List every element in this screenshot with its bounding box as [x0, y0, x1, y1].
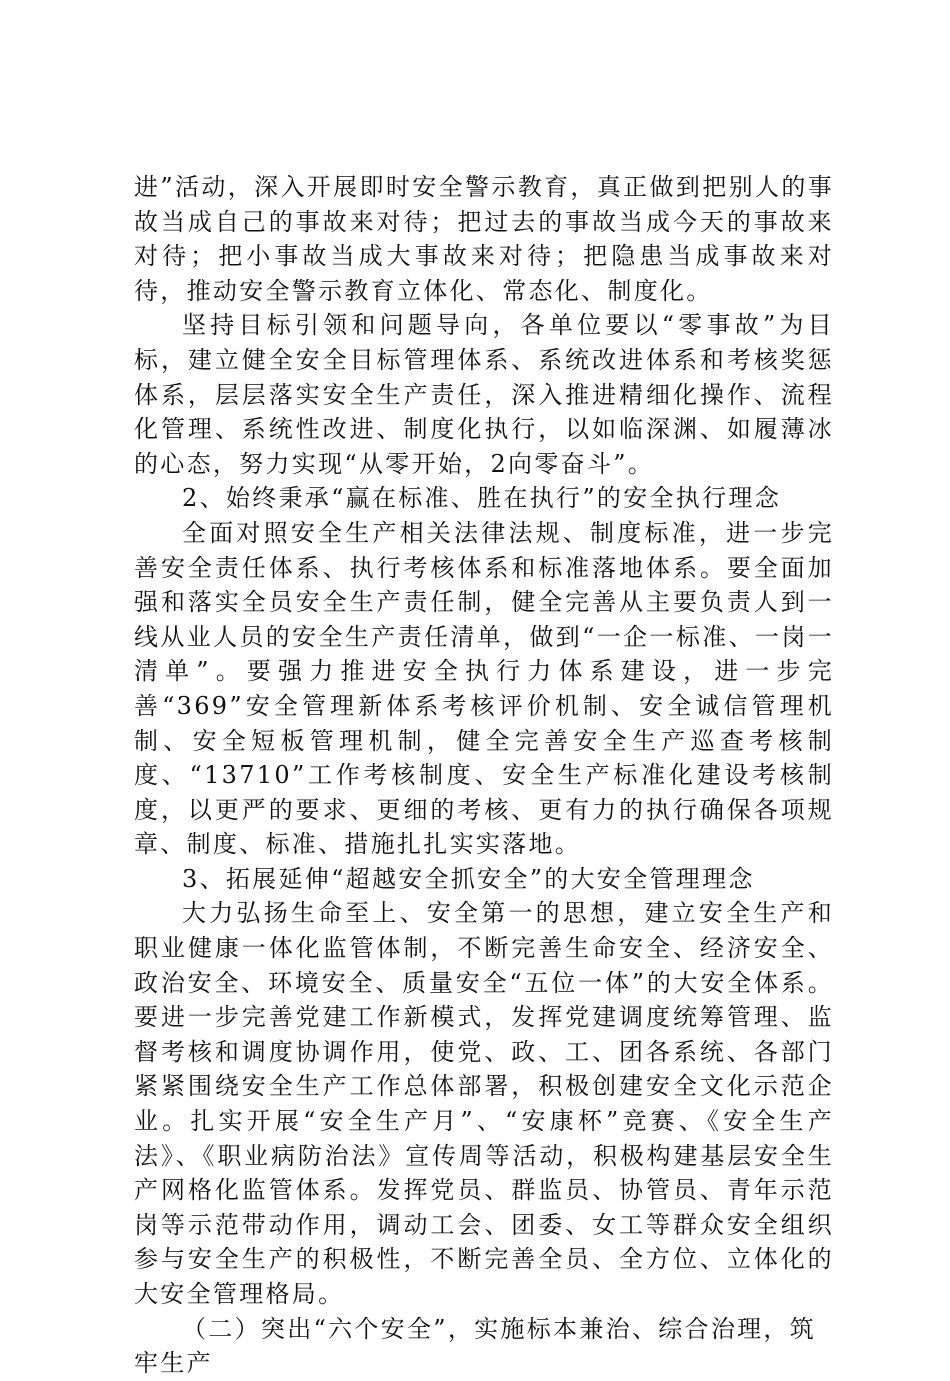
section-heading-2: 2、始终秉承“赢在标准、胜在执行”的安全执行理念 — [182, 484, 782, 513]
paragraph-continuation: 进”活动，深入开展即时安全警示教育，真正做到把别人的事故当成自己的事故来对待；把过去的事故当成今天的事故来对待；把小事故当成大事故来对待；把隐患当成事故来对待，推动安全警示教育立体化、常态化、制度化。 — [134, 173, 834, 305]
paragraph-standards-execution: 全面对照安全生产相关法律法规、制度标准，进一步完善安全责任体系、执行考核体系和标准落地体系。要全面加强和落实全员安全生产责任制，健全完善从主要负责人到一线从业人员的安全生产责任清单，做到“一企一标准、一岗一清单”。要强力推进安全执行力体系建设，进一步完善“369”安全管理新体系考核评价机制、安全诚信管理机制、安全短板管理机制，健全完善安全生产巡查考核制度、“13710”工作考核制度、安全生产标准化建设考核制度，以更严的要求、更细的考核、更有力的执行确保各项规章、制度、标准、措施扎扎实实落地。 — [134, 518, 834, 859]
document-body — [134, 170, 834, 1381]
section-heading-part-2: （二）突出“六个安全”，实施标本兼治、综合治理，筑牢生产 — [134, 1314, 817, 1378]
paragraph-big-safety-management: 大力弘扬生命至上、安全第一的思想，建立安全生产和职业健康一体化监管体制，不断完善生命安全、经济安全、政治安全、环境安全、质量安全“五位一体”的大安全体系。要进一步完善党建工作新模式，发挥党建调度统筹管理、监督考核和调度协调作用，使党、政、工、团各系统、各部门紧紧围绕安全生产工作总体部署，积极创建安全文化示范企业。扎实开展“安全生产月”、“安康杯”竞赛、《安全生产法》、《职业病防治法》宣传周等活动，积极构建基层安全生产网格化监管体系。发挥党员、群监员、协管员、青年示范岗等示范带动作用，调动工会、团委、女工等群众安全组织参与安全生产的积极性，不断完善全员、全方位、立体化的大安全管理格局。 — [134, 899, 834, 1308]
paragraph-zero-accident-goal: 坚持目标引领和问题导向，各单位要以“零事故”为目标，建立健全安全目标管理体系、系统改进体系和考核奖惩体系，层层落实安全生产责任，深入推进精细化操作、流程化管理、系统性改进、制度化执行，以如临深渊、如履薄冰的心态，努力实现“从零开始，2向零奋斗”。 — [134, 311, 834, 478]
section-heading-3: 3、拓展延伸“超越安全抓安全”的大安全管理理念 — [182, 864, 755, 893]
